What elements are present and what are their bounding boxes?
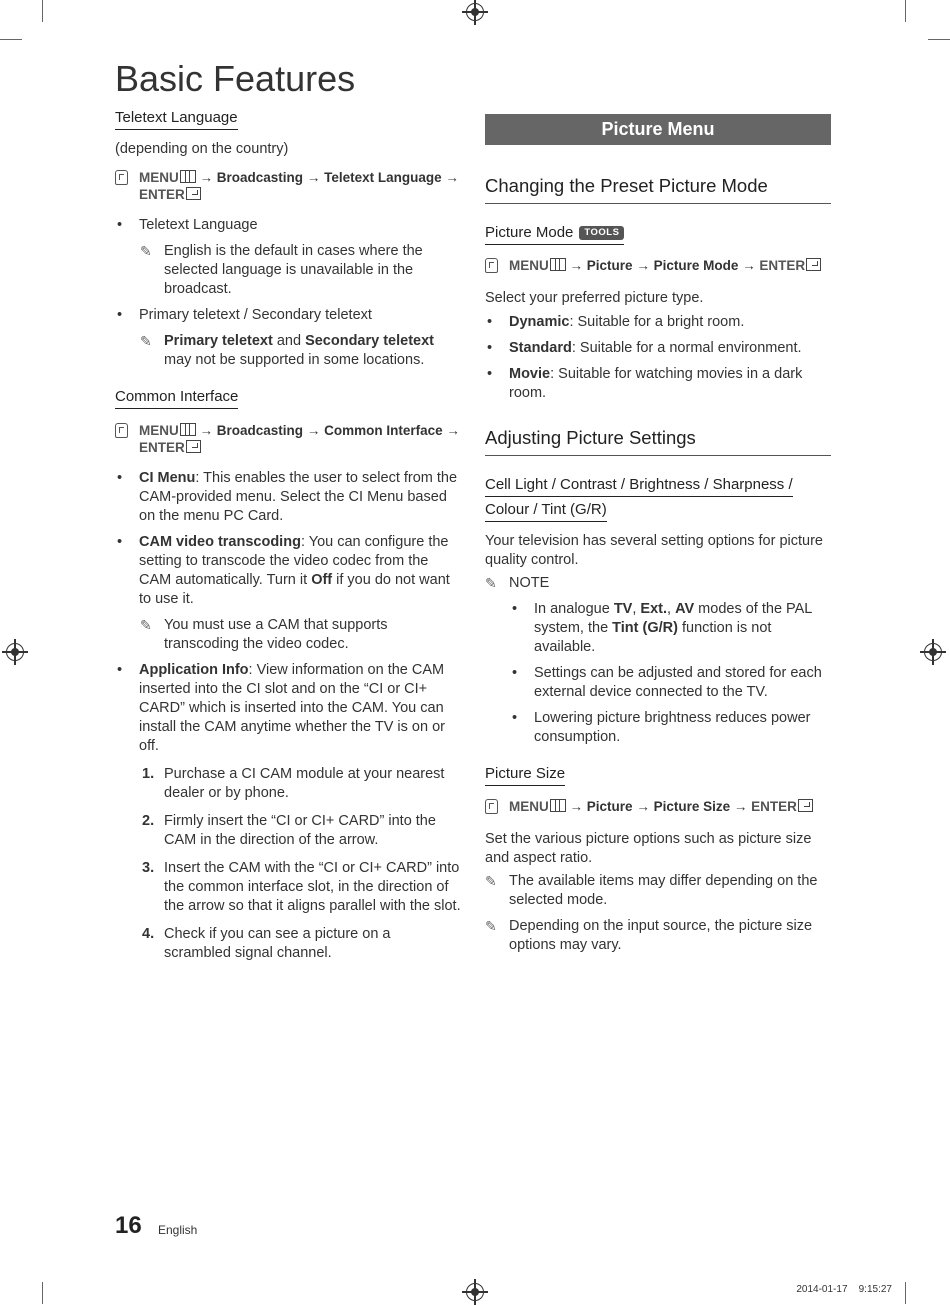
enter-icon [186, 440, 201, 453]
adjust-intro: Your television has several setting options for picture quality control. [485, 533, 823, 568]
crop-mark [905, 1282, 906, 1304]
picture-menu-banner: Picture Menu [485, 114, 831, 145]
menu-path: MENU → Picture → Picture Size → ENTER [485, 798, 831, 815]
pencil-note-icon: ✎ [485, 575, 497, 591]
menu-icon [550, 799, 566, 812]
registration-mark-icon [466, 3, 484, 21]
pencil-note-icon: ✎ [485, 873, 497, 889]
crop-mark [928, 39, 950, 40]
enter-icon [798, 799, 813, 812]
menu-path: MENU → Picture → Picture Mode → ENTER [485, 257, 831, 274]
note: ✎ You must use a CAM that supports transcoding the video codec. [140, 617, 388, 652]
list-item: • Primary teletext / Secondary teletext [115, 306, 461, 325]
menu-icon [550, 258, 566, 271]
note: ✎ English is the default in cases where the selected language is unavailable in the broadcast. [140, 243, 423, 297]
registration-mark-icon [924, 643, 942, 661]
menu-path: MENU → Broadcasting → Teletext Language → ENTER [115, 169, 461, 203]
hand-menu-icon [115, 423, 128, 438]
menu-icon [180, 423, 196, 436]
picture-mode-intro: Select your preferred picture type. [485, 290, 704, 306]
note: ✎ The available items may differ depending on the selected mode. [485, 873, 818, 908]
common-interface-section [115, 387, 461, 963]
enter-icon [806, 258, 821, 271]
adjust-subheading-line2: Colour / Tint (G/R) [485, 500, 607, 522]
right-column [485, 114, 831, 955]
step-item: 4. Check if you can see a picture on a scrambled signal channel. [142, 926, 391, 961]
crop-mark [42, 1282, 43, 1304]
picture-size-heading: Picture Size [485, 764, 565, 786]
list-item: • In analogue TV, Ext., AV modes of the PAL system, the Tint (G/R) function is not available. [485, 600, 831, 657]
hand-menu-icon [485, 799, 498, 814]
page-title: Basic Features [115, 58, 356, 99]
picture-mode-subheading [485, 223, 831, 245]
hand-menu-icon [485, 258, 498, 273]
teletext-language-heading: Teletext Language [115, 108, 238, 130]
crop-mark [0, 39, 22, 40]
list-item: • Application Info: View information on the CAM inserted into the CI slot and on the “CI or CI+ CARD” which is inserted into the CAM. You can install the CAM anytime whether the TV is on or off. [115, 661, 461, 756]
adjust-subheading-line1: Cell Light / Contrast / Brightness / Sharpness / [485, 475, 793, 497]
teletext-section [115, 108, 461, 370]
left-column [115, 108, 461, 963]
adjust-subheading [485, 475, 831, 522]
picture-size-intro: Set the various picture options such as picture size and aspect ratio. [485, 831, 812, 866]
page-language: English [158, 1223, 198, 1237]
list-item: • Settings can be adjusted and stored for each external device connected to the TV. [485, 664, 831, 702]
common-interface-heading: Common Interface [115, 387, 238, 409]
print-timestamp: 2014-01-17 9:15:27 [796, 1284, 892, 1295]
crop-mark [905, 0, 906, 22]
pencil-note-icon: ✎ [485, 918, 497, 934]
list-item: • Teletext Language [115, 216, 461, 235]
country-note: (depending on the country) [115, 141, 289, 157]
menu-icon [180, 170, 196, 183]
list-item: • Dynamic: Suitable for a bright room. [485, 313, 831, 332]
picture-mode-title: Picture Mode TOOLS [485, 223, 624, 245]
note-label: ✎ NOTE [485, 575, 550, 591]
picture-size-section [485, 764, 831, 955]
note: ✎ Depending on the input source, the picture size options may vary. [485, 918, 813, 953]
crop-mark [42, 0, 43, 22]
step-item: 1. Purchase a CI CAM module at your nearest dealer or by phone. [142, 766, 445, 801]
list-item: • CAM video transcoding: You can configure the setting to transcode the video codec from the CAM automatically. Turn it Off if you do not want to use it. [115, 533, 461, 609]
note: ✎ Primary teletext and Secondary teletext may not be supported in some locations. [140, 333, 435, 368]
step-item: 3. Insert the CAM with the “CI or CI+ CARD” into the common interface slot, in the direction of the arrow so that it aligns parallel with the slot. [142, 860, 461, 914]
list-item: • CI Menu: This enables the user to select from the CAM-provided menu. Select the CI Menu based on the menu PC Card. [115, 469, 461, 526]
menu-path: MENU → Broadcasting → Common Interface → ENTER [115, 422, 461, 456]
pencil-note-icon: ✎ [140, 617, 152, 633]
adjust-picture-settings-heading: Adjusting Picture Settings [485, 428, 831, 456]
preset-picture-mode-heading: Changing the Preset Picture Mode [485, 176, 831, 204]
pencil-note-icon: ✎ [140, 243, 152, 259]
preset-section [485, 176, 831, 403]
page-number: 16 [115, 1212, 142, 1239]
registration-mark-icon [6, 643, 24, 661]
step-item: 2. Firmly insert the “CI or CI+ CARD” into the CAM in the direction of the arrow. [142, 813, 436, 848]
hand-menu-icon [115, 170, 128, 185]
adjust-section [485, 428, 831, 747]
registration-mark-icon [466, 1283, 484, 1301]
list-item: • Standard: Suitable for a normal environment. [485, 339, 831, 358]
pencil-note-icon: ✎ [140, 333, 152, 349]
tools-badge: TOOLS [579, 226, 624, 240]
list-item: • Movie: Suitable for watching movies in a dark room. [485, 365, 831, 403]
list-item: • Lowering picture brightness reduces power consumption. [485, 709, 831, 747]
enter-icon [186, 187, 201, 200]
